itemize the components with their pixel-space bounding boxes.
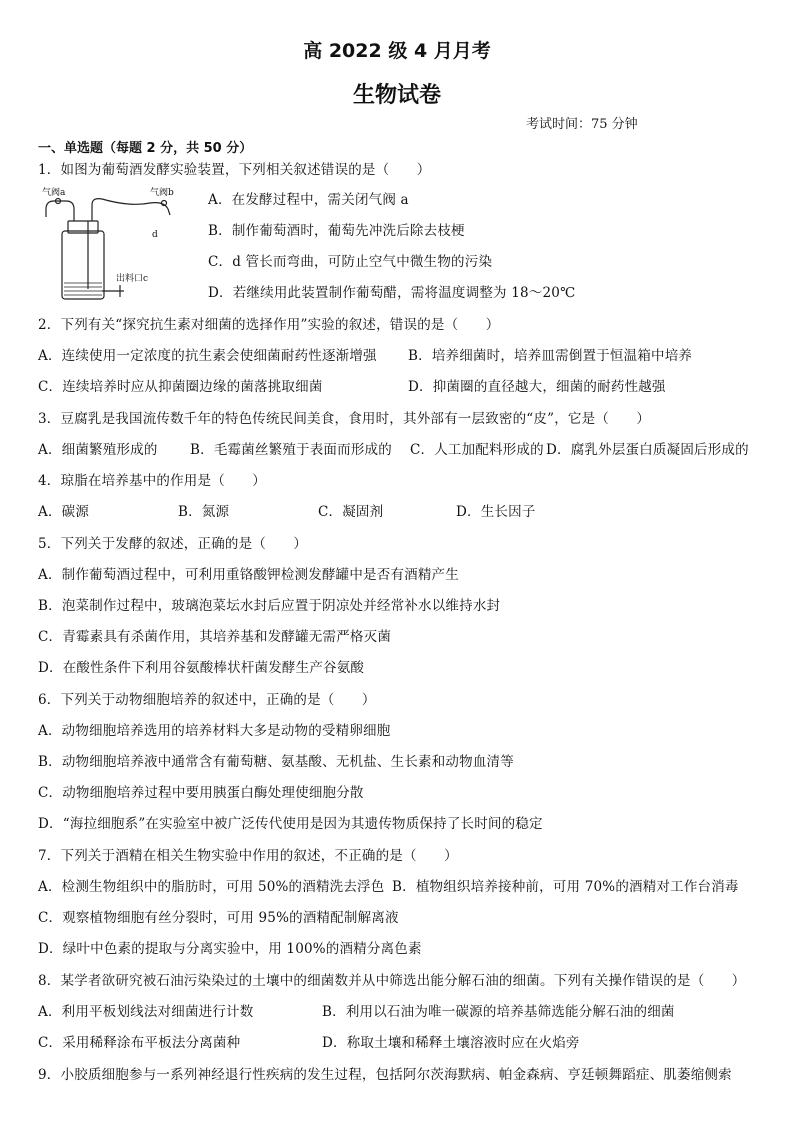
- exam-title: 高 2022 级 4 月月考: [303, 40, 491, 62]
- question-3-option-d[interactable]: D．腐乳外层蛋白质凝固后形成的: [546, 442, 749, 458]
- question-2-option-d[interactable]: D．抑菌圈的直径越大，细菌的耐药性越强: [408, 379, 666, 395]
- question-8-option-a[interactable]: A．利用平板划线法对细菌进行计数: [38, 1004, 254, 1020]
- question-1-option-c[interactable]: C．d 管长而弯曲，可防止空气中微生物的污染: [208, 254, 493, 270]
- paper-subject: 生物试卷: [352, 83, 441, 108]
- question-4-option-a[interactable]: A．碳源: [38, 504, 90, 520]
- question-1-option-a[interactable]: A．在发酵过程中，需关闭气阀 a: [208, 192, 409, 208]
- question-2-option-c[interactable]: C．连续培养时应从抑菌圈边缘的菌落挑取细菌: [38, 379, 323, 395]
- question-2-option-b[interactable]: B．培养细菌时，培养皿需倒置于恒温箱中培养: [408, 348, 693, 364]
- label-valve-b: 气阀b: [150, 188, 174, 198]
- question-7-option-d[interactable]: D．绿叶中色素的提取与分离实验中，用 100%的酒精分离色素: [38, 941, 422, 957]
- question-6-stem: 6．下列关于动物细胞培养的叙述中，正确的是（ ）: [38, 692, 376, 708]
- question-7-stem: 7．下列关于酒精在相关生物实验中作用的叙述，不正确的是（ ）: [38, 848, 458, 864]
- question-5-option-d[interactable]: D．在酸性条件下利用谷氨酸棒状杆菌发酵生产谷氨酸: [38, 660, 365, 676]
- question-4-option-d[interactable]: D．生长因子: [456, 504, 536, 520]
- question-2-option-a[interactable]: A．连续使用一定浓度的抗生素会使细菌耐药性逐渐增强: [38, 348, 377, 364]
- question-7-option-b[interactable]: B．植物组织培养接种前，可用 70%的酒精对工作台消毒: [392, 879, 739, 895]
- question-1-stem: 1．如图为葡萄酒发酵实验装置，下列相关叙述错误的是（ ）: [38, 162, 431, 178]
- question-5-option-c[interactable]: C．青霉素具有杀菌作用，其培养基和发酵罐无需严格灭菌: [38, 629, 392, 645]
- question-8-option-b[interactable]: B．利用以石油为唯一碳源的培养基筛选能分解石油的细菌: [322, 1004, 675, 1020]
- question-5-option-a[interactable]: A．制作葡萄酒过程中，可利用重铬酸钾检测发酵罐中是否有酒精产生: [38, 567, 459, 583]
- question-3-option-c[interactable]: C．人工加配料形成的: [410, 442, 544, 458]
- fermentation-apparatus-diagram: [40, 185, 182, 307]
- question-3-stem: 3．豆腐乳是我国流传数千年的特色传统民间美食，食用时，其外部有一层致密的“皮”，它是（ ）: [38, 411, 651, 427]
- question-3-option-b[interactable]: B．毛霉菌丝繁殖于表面而形成的: [190, 442, 392, 458]
- question-1-option-b[interactable]: B．制作葡萄酒时，葡萄先冲洗后除去枝梗: [208, 223, 465, 239]
- question-4-option-c[interactable]: C．凝固剂: [318, 504, 384, 520]
- question-6-option-b[interactable]: B．动物细胞培养液中通常含有葡萄糖、氨基酸、无机盐、生长素和动物血清等: [38, 754, 514, 770]
- label-tube-d: d: [152, 230, 158, 240]
- question-4-stem: 4．琼脂在培养基中的作用是（ ）: [38, 473, 266, 489]
- section-heading: 一、单选题（每题 2 分，共 50 分）: [38, 141, 253, 156]
- question-3-option-a[interactable]: A．细菌繁殖形成的: [38, 442, 158, 458]
- question-6-option-a[interactable]: A．动物细胞培养选用的培养材料大多是动物的受精卵细胞: [38, 723, 391, 739]
- question-5-option-b[interactable]: B．泡菜制作过程中，玻璃泡菜坛水封后应置于阴凉处并经常补水以维持水封: [38, 598, 501, 614]
- question-9-stem: 9．小胶质细胞参与一系列神经退行性疾病的发生过程，包括阿尔茨海默病、帕金森病、亨廷顿舞蹈症、肌萎缩侧索: [38, 1067, 732, 1083]
- question-8-stem: 8．某学者欲研究被石油污染染过的土壤中的细菌数并从中筛选出能分解石油的细菌。下列有关操作错误的是（ ）: [38, 973, 746, 989]
- question-6-option-d[interactable]: D．“海拉细胞系”在实验室中被广泛传代使用是因为其遗传物质保持了长时间的稳定: [38, 816, 543, 832]
- label-valve-a: 气阀a: [42, 188, 66, 198]
- question-1-option-d[interactable]: D．若继续用此装置制作葡萄醋，需将温度调整为 18～20℃: [208, 285, 576, 301]
- question-8-option-d[interactable]: D．称取土壤和稀释土壤溶液时应在火焰旁: [322, 1035, 580, 1051]
- question-5-stem: 5．下列关于发酵的叙述，正确的是（ ）: [38, 536, 308, 552]
- question-7-option-c[interactable]: C．观察植物细胞有丝分裂时，可用 95%的酒精配制解离液: [38, 910, 399, 926]
- question-7-option-a[interactable]: A．检测生物组织中的脂肪时，可用 50%的酒精洗去浮色: [38, 879, 385, 895]
- exam-time: 考试时间：75 分钟: [526, 117, 638, 132]
- question-6-option-c[interactable]: C．动物细胞培养过程中要用胰蛋白酶处理使细胞分散: [38, 785, 364, 801]
- question-8-option-c[interactable]: C．采用稀释涂布平板法分离菌种: [38, 1035, 241, 1051]
- label-outlet-c: 出料口c: [116, 274, 149, 284]
- question-2-stem: 2．下列有关“探究抗生素对细菌的选择作用”实验的叙述，错误的是（ ）: [38, 317, 500, 333]
- question-4-option-b[interactable]: B．氮源: [178, 504, 230, 520]
